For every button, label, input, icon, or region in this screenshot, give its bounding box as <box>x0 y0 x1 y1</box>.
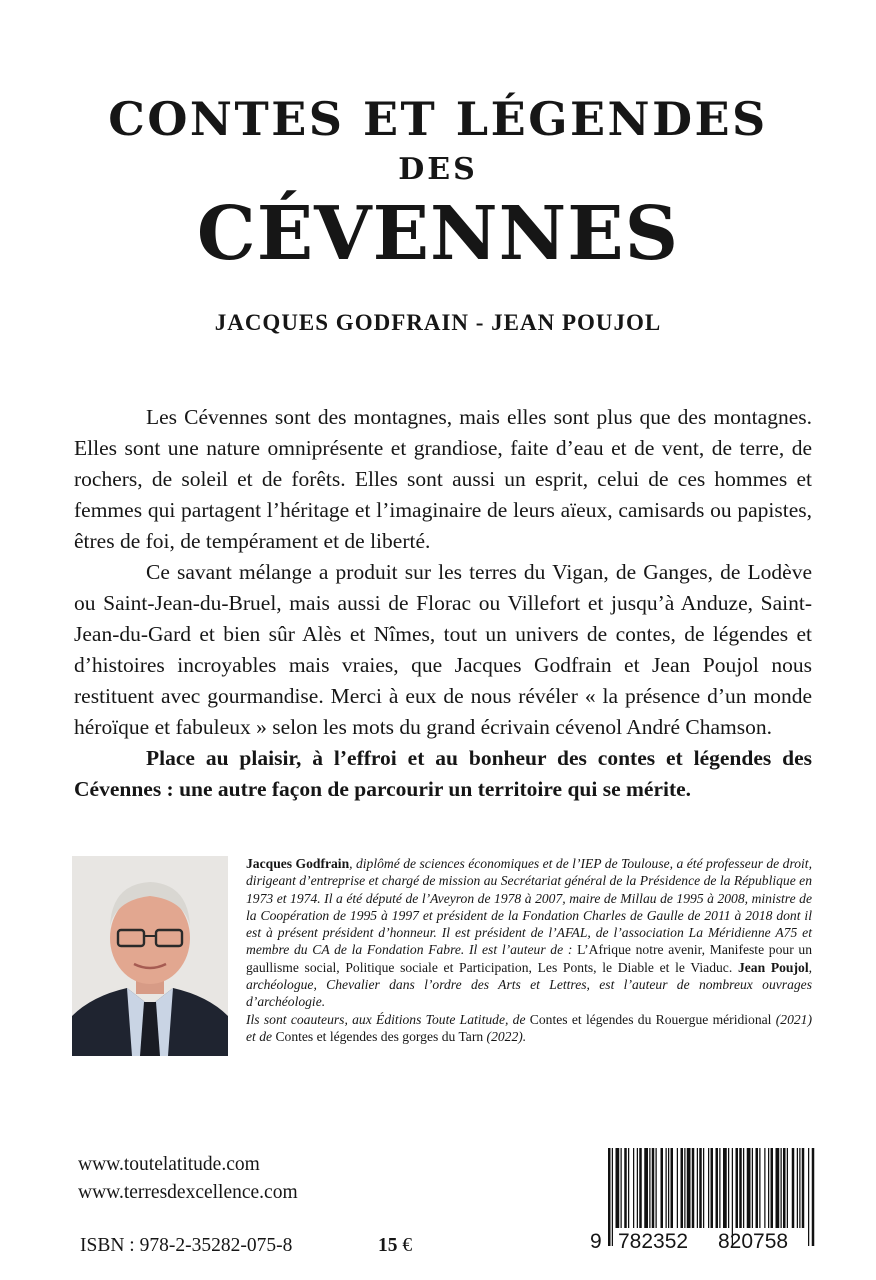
barcode-bar <box>692 1148 695 1228</box>
author-bio <box>246 855 812 1045</box>
barcode-bar <box>621 1148 622 1228</box>
barcode-group-2: 820758 <box>718 1230 789 1253</box>
barcode-bar <box>661 1148 664 1228</box>
barcode-bar <box>787 1148 788 1228</box>
blurb-paragraph-3: Place au plaisir, à l’effroi et au bonheur des contes et légendes des Cévennes : une autre façon de parcourir un territoire qui se mérite. <box>74 746 812 801</box>
barcode-bar <box>719 1148 720 1228</box>
barcode-bar <box>736 1148 739 1228</box>
barcode-bar <box>628 1148 629 1228</box>
blurb-paragraph-2: Ce savant mélange a produit sur les terres du Vigan, de Ganges, de Lodève ou Saint-Jean-du-Bruel, mais aussi de Florac ou Villefort et jusqu’à Anduze, Saint-Jean-du-Gard et bien sûr Alès et Nîmes, tout un univers de contes, de légendes et d’histoires incroyables mais vraies, que Jacques Godfrain et Jean Poujol nous restituent avec gourmandise. Merci à eux de nous révéler « la présence d’un monde héroïque et fabuleux » selon les mots du grand écrivain cévenol André Chamson. <box>74 560 812 739</box>
bio-godfrain-text: , diplômé de sciences économiques et de l’IEP de Toulouse, a été professeur de droit, dirigeant d’entreprise et chargé de mission au Secrétariat général de la Présidence de la République en 1973 et 1974. Il a été député de l’Aveyron de 1978 à 2007, maire de Millau de 1995 à 2008, ministre de la Coopération de 1995 à 1997 et président de la Fondation Charles de Gaulle de 2011 à 2018 dont il est à présent président d’honneur. Il est président de l’AFAL, de l’association La Méridienne A75 et membre du CA de la Fondation Fabre. Il est l’auteur de : <box>246 856 812 958</box>
websites <box>78 1151 298 1207</box>
barcode-group-1: 782352 <box>618 1230 689 1253</box>
barcode-bar <box>639 1148 642 1228</box>
barcode-bar <box>681 1148 684 1228</box>
barcode-bar <box>783 1148 786 1228</box>
barcode-bar <box>802 1148 805 1228</box>
barcode-bar <box>716 1148 719 1228</box>
cover-title-line3: CÉVENNES <box>196 191 680 277</box>
barcode-bar <box>652 1148 655 1228</box>
cover-title-line2: DES <box>398 152 478 187</box>
book-year-2: (2022). <box>483 1028 527 1044</box>
barcode-bar <box>644 1148 648 1228</box>
website-link-terresdexcellence[interactable]: www.terresdexcellence.com <box>78 1182 298 1203</box>
barcode-bar <box>633 1148 634 1228</box>
price-currency: € <box>402 1235 413 1256</box>
barcode-bar <box>612 1148 613 1246</box>
barcode-bar <box>752 1148 753 1228</box>
barcode-bar <box>756 1148 759 1228</box>
barcode-lead-digit: 9 <box>590 1230 602 1253</box>
author-name-godfrain: Jacques Godfrain <box>246 856 350 871</box>
bio-godfrain-works: L’Afrique notre avenir, Manifeste pour un gaullisme social, Politique sociale et Participation, Les Ponts, le Diable et le Viaduc. <box>246 942 813 975</box>
barcode-bar <box>666 1148 667 1228</box>
barcode-bar <box>728 1148 729 1228</box>
barcode-bar <box>649 1148 650 1228</box>
cover-title-line1: CONTES ET LÉGENDES <box>108 92 768 146</box>
author-portrait <box>72 856 228 1056</box>
barcode-bar <box>684 1148 685 1228</box>
barcode-bar <box>697 1148 698 1228</box>
barcode-bar <box>616 1148 620 1228</box>
barcode-bar <box>808 1148 809 1246</box>
blurb-paragraph-1: Les Cévennes sont des montagnes, mais elles sont plus que des montagnes. Elles sont une nature omniprésente et grandiose, faite d’eau et de vent, de terre, de rochers, de soleil et de forêts. Elles sont aussi un esprit, celui de ces hommes et femmes qui partagent l’héritage et l’imaginaire de leurs aïeux, camisards ou papistes, êtres de foi, de tempérament et de liberté. <box>74 405 812 553</box>
barcode-bar <box>797 1148 798 1228</box>
barcode-bar <box>743 1148 744 1228</box>
barcode-bar <box>747 1148 751 1228</box>
barcode-bar <box>768 1148 769 1228</box>
bio-paragraph-1 <box>246 855 812 1011</box>
barcode-bar <box>723 1148 727 1228</box>
price-label <box>378 1235 412 1257</box>
barcode-bar <box>759 1148 760 1228</box>
barcode-bar <box>781 1148 782 1228</box>
barcode-bar <box>739 1148 742 1228</box>
barcode-bar <box>812 1148 815 1246</box>
barcode-bar <box>699 1148 702 1228</box>
author-photo <box>72 856 228 1056</box>
barcode-bar <box>656 1148 657 1228</box>
book-year-1: (2021) et de <box>246 1011 813 1044</box>
barcode-bar <box>687 1148 691 1228</box>
author-name-poujol: Jean Poujol <box>737 959 809 975</box>
book-title-rouergue: Contes et légendes du Rouergue méridional <box>529 1011 772 1027</box>
barcode-bar <box>764 1148 765 1228</box>
barcode-bar <box>708 1148 709 1228</box>
blurb <box>74 402 812 805</box>
barcode-bar <box>624 1148 627 1228</box>
authors-line: JACQUES GODFRAIN - JEAN POUJOL <box>214 310 662 335</box>
barcode-bar <box>677 1148 678 1228</box>
website-link-toutelatitude[interactable]: www.toutelatitude.com <box>78 1154 260 1175</box>
barcode-bar <box>668 1148 669 1228</box>
barcode-bar <box>792 1148 795 1228</box>
isbn-label: ISBN : 978-2-35282-075-8 <box>80 1235 293 1256</box>
barcode-bar <box>637 1148 638 1228</box>
barcode-bar <box>771 1148 774 1228</box>
barcode-bar <box>671 1148 674 1228</box>
barcode-bar <box>799 1148 800 1228</box>
coauthors-intro: Ils sont coauteurs, aux Éditions Toute Latitude, de <box>246 1011 530 1027</box>
book-title-tarn: Contes et légendes des gorges du Tarn <box>275 1028 484 1044</box>
barcode-bar <box>776 1148 780 1228</box>
bio-paragraph-2 <box>246 1011 812 1046</box>
barcode-bar <box>711 1148 714 1228</box>
price-value: 15 <box>378 1235 398 1256</box>
barcode-bar <box>608 1148 611 1246</box>
barcode-bar <box>703 1148 704 1228</box>
bio-poujol-text: , archéologue, Chevalier dans l’ordre des Arts et Lettres, est l’auteur de nombreux ouvrages d’archéologie. <box>246 959 812 1010</box>
